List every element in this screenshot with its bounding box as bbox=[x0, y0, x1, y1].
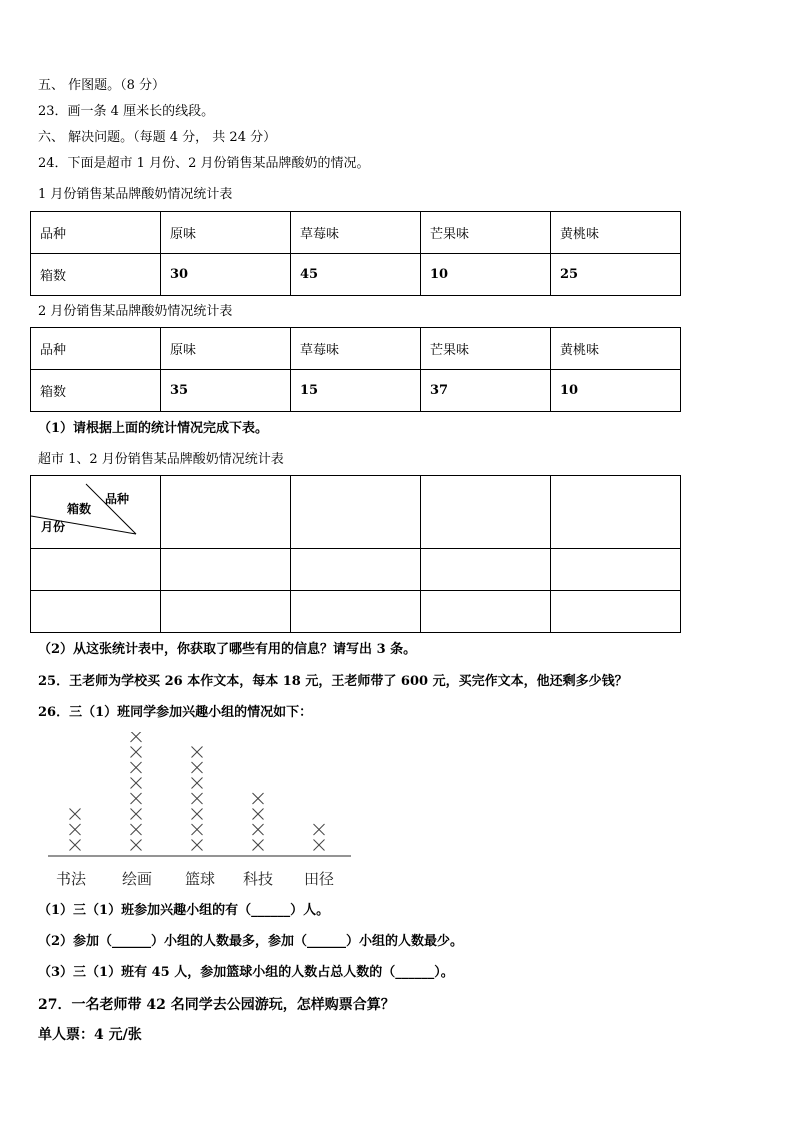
table3 bbox=[30, 475, 681, 633]
table3-empty-cell[interactable] bbox=[161, 591, 291, 633]
table1-caption: 1 月份销售某品牌酸奶情况统计表 bbox=[38, 187, 233, 202]
tally-mark-x bbox=[131, 732, 142, 742]
table3-empty-cell[interactable] bbox=[31, 549, 161, 591]
table3-empty-cell[interactable] bbox=[421, 549, 551, 591]
table2-cell: 原味 bbox=[161, 328, 291, 370]
table2-cell: 35 bbox=[161, 370, 291, 412]
tally-mark-x bbox=[253, 793, 264, 804]
tally-mark-x bbox=[70, 840, 81, 851]
tally-mark-x bbox=[192, 824, 203, 835]
table3-caption: 超市 1、2 月份销售某品牌酸奶情况统计表 bbox=[38, 452, 284, 467]
tally-mark-x bbox=[70, 809, 81, 820]
tally-mark-x bbox=[314, 840, 325, 851]
table2-cell: 芒果味 bbox=[421, 328, 551, 370]
section6-heading: 六、 解决问题。（每题 4 分， 共 24 分） bbox=[38, 130, 277, 145]
table2-caption: 2 月份销售某品牌酸奶情况统计表 bbox=[38, 304, 233, 319]
tally-mark-x bbox=[131, 747, 142, 758]
table1 bbox=[30, 211, 681, 296]
tally-mark-x bbox=[131, 824, 142, 835]
tally-mark-x bbox=[131, 778, 142, 789]
tally-mark-x bbox=[131, 762, 142, 773]
category-label: 书法 bbox=[56, 870, 87, 888]
category-label: 科技 bbox=[243, 870, 274, 888]
q23-text: 23．画一条 4 厘米长的线段。 bbox=[38, 104, 215, 119]
table1-cell: 45 bbox=[291, 254, 421, 296]
table1-cell: 品种 bbox=[31, 212, 161, 254]
table1-cell: 10 bbox=[421, 254, 551, 296]
q25-text: 25．王老师为学校买 26 本作文本，每本 18 元，王老师带了 600 元，买完作文本，他还剩多少钱？ bbox=[38, 674, 628, 689]
header-top-label: 品种 bbox=[105, 492, 130, 506]
q24-sub1: （1）请根据上面的统计情况完成下表。 bbox=[38, 421, 269, 436]
table2-cell: 箱数 bbox=[31, 370, 161, 412]
tally-mark-x bbox=[192, 809, 203, 820]
tally-mark-x bbox=[192, 793, 203, 804]
q27-ticket: 单人票：4 元/张 bbox=[38, 1027, 142, 1043]
table2-cell: 草莓味 bbox=[291, 328, 421, 370]
table1-cell: 芒果味 bbox=[421, 212, 551, 254]
category-label: 绘画 bbox=[122, 870, 153, 888]
table1-cell: 25 bbox=[551, 254, 681, 296]
table3-empty-cell[interactable] bbox=[551, 476, 681, 549]
diagonal-lines bbox=[31, 476, 161, 549]
category-label: 田径 bbox=[304, 870, 335, 888]
table1-cell: 草莓味 bbox=[291, 212, 421, 254]
tally-mark-x bbox=[192, 840, 203, 851]
table3-empty-cell[interactable] bbox=[551, 591, 681, 633]
tally-mark-x bbox=[192, 747, 203, 758]
table3-header-cell bbox=[31, 476, 161, 549]
tally-mark-x bbox=[131, 840, 142, 851]
table1-cell: 原味 bbox=[161, 212, 291, 254]
table3-empty-cell[interactable] bbox=[421, 591, 551, 633]
table3-empty-cell[interactable] bbox=[31, 591, 161, 633]
q26-sub2: （2）参加（______）小组的人数最多，参加（______）小组的人数最少。 bbox=[38, 934, 464, 949]
table2-cell: 黄桃味 bbox=[551, 328, 681, 370]
tally-mark-x bbox=[253, 809, 264, 820]
tally-mark-x bbox=[131, 809, 142, 820]
tally-mark-x bbox=[192, 762, 203, 773]
table3-empty-cell[interactable] bbox=[421, 476, 551, 549]
q24-sub2: （2）从这张统计表中，你获取了哪些有用的信息？请写出 3 条。 bbox=[38, 642, 417, 657]
table3-empty-cell[interactable] bbox=[161, 476, 291, 549]
table2-cell: 15 bbox=[291, 370, 421, 412]
header-bottom-label: 月份 bbox=[41, 520, 66, 534]
q24-text: 24．下面是超市 1 月份、2 月份销售某品牌酸奶的情况。 bbox=[38, 156, 370, 171]
tally-mark-x bbox=[192, 778, 203, 789]
tally-chart bbox=[46, 732, 356, 892]
table1-cell: 黄桃味 bbox=[551, 212, 681, 254]
tally-mark-x bbox=[253, 840, 264, 851]
header-mid-label: 箱数 bbox=[67, 502, 92, 516]
q26-sub1: （1）三（1）班参加兴趣小组的有（______）人。 bbox=[38, 903, 330, 918]
q26-text: 26．三（1）班同学参加兴趣小组的情况如下： bbox=[38, 705, 313, 720]
table1-cell: 箱数 bbox=[31, 254, 161, 296]
category-label: 篮球 bbox=[185, 870, 216, 888]
section5-heading: 五、 作图题。（8 分） bbox=[38, 78, 166, 93]
table3-empty-cell[interactable] bbox=[551, 549, 681, 591]
table2 bbox=[30, 327, 681, 412]
table2-cell: 37 bbox=[421, 370, 551, 412]
table2-cell: 10 bbox=[551, 370, 681, 412]
table3-empty-cell[interactable] bbox=[161, 549, 291, 591]
table3-empty-cell[interactable] bbox=[291, 591, 421, 633]
q27-text: 27．一名老师带 42 名同学去公园游玩，怎样购票合算？ bbox=[38, 997, 395, 1013]
table1-cell: 30 bbox=[161, 254, 291, 296]
tally-mark-x bbox=[131, 793, 142, 804]
tally-mark-x bbox=[314, 824, 325, 835]
table3-empty-cell[interactable] bbox=[291, 549, 421, 591]
tally-mark-x bbox=[70, 824, 81, 835]
q26-sub3: （3）三（1）班有 45 人，参加篮球小组的人数占总人数的（______）。 bbox=[38, 965, 454, 980]
table3-empty-cell[interactable] bbox=[291, 476, 421, 549]
table2-cell: 品种 bbox=[31, 328, 161, 370]
tally-mark-x bbox=[253, 824, 264, 835]
